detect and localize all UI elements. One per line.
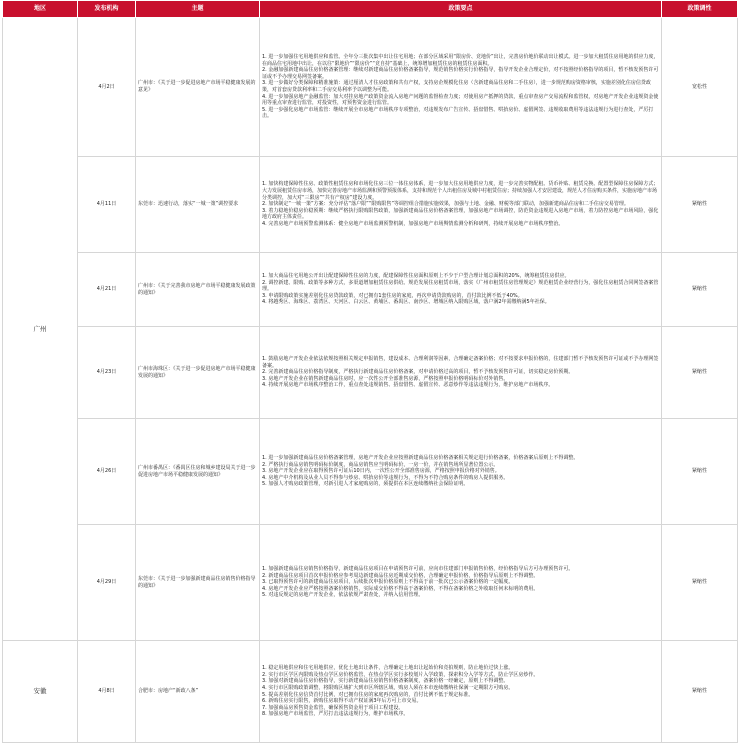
tone-cell: 紧缩性 (662, 157, 738, 253)
policy-point: 1. 稳定用地供应和住宅用地供应，优化土地出让条件，合理确定土地出让起始价和竞拍规则，防止地价过快上涨。 (262, 665, 514, 672)
policy-point: 1. 鼓励房地产开发企业依法依规按照相关规定申报销售，建设成本、合理利润等因素，合理确定备案价格；对不按要求申报价格的，住建部门暂不予核发预售许可证或不予办理网签备案。 (262, 356, 659, 369)
policy-point: 1. 加大商品住宅用地公开出让配建保障性住房的力度，配建保障性住房面积原则上不少于户型合理计划总面积的20%，统筹租赁住房供应。 (262, 273, 570, 280)
table-row (3, 641, 738, 743)
policy-point: 4. 实行市区限购政策调整，将限购区域扩大到市区所辖区域，购房人须在本市连续缴纳社保满一定期限方可购房。 (262, 684, 514, 691)
points-cell (260, 525, 662, 641)
policy-point: 3. 房地产开发企业应在取得预售许可证后10日内，一次性公开全部准售房源，严格按照申报价格对外销售。 (262, 468, 500, 475)
points-cell (260, 157, 662, 253)
policy-point: 2. 加快制定“一城一策”方案：充分评估“落户限”“限购限售”等调控组合措施实施效果，加强与土地、金融、财税等部门联动，加强新建商品住房和二手住房交易管理。 (262, 201, 629, 208)
policy-point: 7. 加强商品房预售资金监管，确保预售资金用于项目工程建设。 (262, 704, 404, 711)
header-topic: 主题 (136, 1, 260, 18)
policy-point: 4. 完善房地产市场预警监测体系：健全房地产市场监测预警机制，加强房地产市场舆情监测分析和研判，持续开展房地产市场秩序整治。 (262, 220, 564, 227)
region-cell: 安徽 (3, 641, 78, 743)
topic-cell: 广州市海珠区：《关于进一步促进房地产市场平稳健康发展的通知》 (136, 327, 260, 419)
tone-cell: 紧缩性 (662, 253, 738, 327)
policy-point: 3. 房地产开发企业在销售新建商品住房时，应一次性公开全部准售房源，严格按照申报价格明码标价对外销售。 (262, 375, 509, 382)
topic-text: 《关于进一步促进房地产市场平稳健康发展的通知》 (138, 365, 256, 379)
org-text: 广州市 (138, 80, 154, 87)
policy-point: 5. 进一步强化房地产市场监管：继续开展全市房地产市场秩序专项整治，对违规发布广告宣传、捂盘惜售、哄抬房价、虚假网签、违规收取费用等违法违规行为进行查处，严厉打击。 (262, 106, 654, 120)
policy-point: 5. 提高差别化住房信贷首付比例，对已拥有住房的家庭再次购房的，首付比例不低于规定标准。 (262, 691, 474, 698)
topic-cell: 广州市：《关于进一步促进房地产市场平稳健康发展的意见》 (136, 18, 260, 157)
date-cell: 4月23日 (78, 327, 136, 419)
tone-cell: 紧缩性 (662, 419, 738, 525)
topic-text: 《关于进一步促进房地产市场平稳健康发展的意见》 (138, 80, 256, 93)
topic-text: 《关于完善我市房地产市场平稳健康发展政策的通知》 (138, 282, 256, 296)
org-text: 广州市海珠区 (138, 365, 169, 372)
policy-point: 5. 加强人才购房政策管理，对新引进人才家庭购房的，须提供在本区连续缴纳社会保险证明。 (262, 481, 469, 488)
policy-point: 3. 已取得预售许可的新建商品住房项目，后续批次申报价格原则上不得高于前一批次已公示备案价格的一定幅度。 (262, 579, 514, 586)
date-cell: 4月29日 (78, 525, 136, 641)
header-region: 地区 (3, 1, 78, 18)
policy-point: 3. 加强对新建商品住房价格指导，实行新建商品住房销售价格备案制度，备案价格一经确定，原则上不得调整。 (262, 678, 509, 685)
org-text: 广州市番禺区 (138, 464, 169, 471)
policy-point: 4. 进一步加强房地产金融监管：加大对挂房地产政策资金流入房地产问题的监督检查力度；对使用房产抵押的贷款，重点审查房产交易流程和监管权，对房地产开发企业违规资金使用等重点审查进行监管，对投资性，对预售资金进行监管。 (262, 93, 659, 107)
date-cell: 4月21日 (78, 253, 136, 327)
policy-point: 1. 进一步加强新建商品住房价格备案管理，房地产开发企业应按照新建商品住房价格备案相关规定进行价格备案，价格备案后原则上不得调整。 (262, 455, 579, 462)
tone-cell: 宽松性 (662, 18, 738, 157)
policy-point: 1. 进一步加强住宅用地供应和监管。全年分三批次集中出让住宅用地；在部分区域采用“限房价、竞地价”出让，完善房价地价联动出让模式。进一步加大租赁住房用地的供应力度，在商品住宅用地中出让，在以往“限地价”“限房价”“竞自持”基础上，统筹增加租赁住房的租赁住房面积。 (262, 54, 659, 67)
table-row (3, 525, 738, 641)
tone-cell: 紧缩性 (662, 327, 738, 419)
topic-cell: 广州市番禺区：《番禺区住房和城乡建设局关于进一步促进房地产市场平稳健康发展的通知》 (136, 419, 260, 525)
org-text: 东莞市 (138, 575, 154, 582)
points-cell (260, 18, 662, 157)
tone-cell: 紧缩性 (662, 641, 738, 743)
topic-text: 《关于进一步加强新建商品住房销售价格指导的通知》 (138, 575, 256, 589)
policy-point: 2. 完善新建商品住房价格指导制度，严格执行新建商品住房价格备案，对申请价格过高的项目，暂不予核发预售许可证，切实稳定房价预期。 (262, 369, 574, 376)
policy-point: 1. 加快构建保障性住房、政策性租赁住房和市场化住房三位一体住房体系，进一步加大住房用地供应力度，进一步完善实物配租、货币补贴、租赁兑换、配置型保障住房保障方式；大力发展租赁住房市场，加快完善房地产市场监测和预警预报体系，支持和规范个人出租住房及城中村租赁住房；持续加强人才安居建设，规范人才住房购买条件，实施房地产市场分类调控，加大对“三限房”“共有产权房”建设力度。 (262, 181, 659, 201)
policy-point: 8. 加强房地产市场监管，严厉打击违法违规行为，维护市场秩序。 (262, 711, 409, 718)
policy-point: 5. 对违反规定的房地产开发企业，依法依规严肃查处，并纳入信用管理。 (262, 592, 424, 599)
header-tone: 政策调性 (662, 1, 738, 18)
region-cell: 广州 (3, 18, 78, 641)
topic-cell: 广州市：《关于完善我市房地产市场平稳健康发展政策的通知》 (136, 253, 260, 327)
points-cell (260, 419, 662, 525)
policy-point: 1. 加强新建商品住房销售价格指导，新建商品住房项目在申请预售许可前，应向市住建部门申报销售价格，经价格指导后方可办理预售许可。 (262, 566, 574, 573)
policy-point: 2. 新建商品住房项目首次申报价格应参考周边新建商品住房近期成交价格，合理确定申报价格，价格指导后原则上不得调整。 (262, 572, 539, 579)
points-cell (260, 327, 662, 419)
topic-cell (136, 641, 260, 743)
policy-point: 3. 进一步做好分类保障和精准施策：通过厘清人才住房政策和共有产权，支持房企规模化住房（含新建商品住房和二手住房），进一步规范购房资格审核，实施差别化住房信贷政策，对首套房贷款利率和二手房交易利率予以调整为可能。 (262, 80, 651, 93)
header-date: 发布机构 (78, 1, 136, 18)
policy-point: 2. 调控新建、限购、政策等多种方式，多渠道增加租赁住房供给。规范发展住房租赁市场，落实《广州市租赁住房管理规定》规范租赁企业经营行为，强化住房租赁合同网签备案管理。 (262, 279, 659, 293)
policy-point: 4. 持续开展房地产市场秩序整治工作，重点查处违规销售、捂盘惜售、虚假宣传、恶意炒作等违法违规行为，维护房地产市场秩序。 (262, 382, 554, 389)
tone-cell: 紧缩性 (662, 525, 738, 641)
policy-point: 4. 将越秀区、海珠区、荔湾区、天河区、白云区、黄埔区、番禺区、南沙区、增城区纳入限购区域，落户满2年需缴纳满5年社保。 (262, 299, 550, 306)
policy-point: 2. 金融加强新建商品住房价格备案管理：继续对新建商品住房价格备案指导，规范销售价格实行价格指导，指导开发企业合理定价，对不按照经价格指导的项目，暂不核发预售许可证或不予办理交易网签备案。 (262, 67, 659, 80)
policy-point: 3. 申请限购政策实施差别化住房贷款政策，对已拥有1套住房的家庭，再次申请贷款购房的，首付款比例不低于40%。 (262, 292, 523, 299)
topic-cell (136, 157, 260, 253)
date-cell: 4月8日 (78, 641, 136, 743)
table-row (3, 253, 738, 327)
table-row (3, 157, 738, 253)
policy-point: 4. 房地产开发企业应严格按照备案价格销售，实际成交价格不得高于备案价格，不得在备案价格之外收取任何未标明的费用。 (262, 585, 539, 592)
points-cell (260, 253, 662, 327)
date-cell: 4月11日 (78, 157, 136, 253)
org-text: 合肥市：房地产“新政八条” (138, 688, 199, 695)
points-cell (260, 641, 662, 743)
topic-cell: 东莞市：《关于进一步加强新建商品住房销售价格指导的通知》 (136, 525, 260, 641)
policy-point: 6. 新购住房实行限售，新购住房取得不动产权证满3年后方可上市交易。 (262, 698, 422, 705)
org-text: 广州市 (138, 282, 154, 289)
org-text: 东莞市：迅速行动，落实“一城一策”调控要求 (138, 201, 239, 208)
policy-point: 3. 着力稳地价稳房价稳预期：继续严格执行限购限售政策，加强新建商品住房价格备案管理，加强房地产市场调控，防范资金违规进入房地产市场，着力防控房地产市场风险，强化地方政府主体责任。 (262, 207, 659, 221)
policy-point: 4. 房地产中介机构及从业人员不得参与炒房、哄抬房价等违规行为，不得为不符合购房条件的购房人提供服务。 (262, 474, 509, 481)
table-row (3, 419, 738, 525)
table-row (3, 18, 738, 157)
header-row (3, 1, 738, 18)
policy-point: 2. 严格执行商品房销售明码标价制度，商品房销售应当明码标价，一房一价，并在销售场所显著位置公示。 (262, 461, 499, 468)
table-row (3, 327, 738, 419)
date-cell: 4月2日 (78, 18, 136, 157)
policy-point: 2. 实行市区学区内限购及热点学区房价格监管，在热点学区实行多校划片入学政策，探索积分入学等方式，防止学区房炒作。 (262, 671, 539, 678)
topic-text: 《番禺区住房和城乡建设局关于进一步促进房地产市场平稳健康发展的通知》 (138, 464, 256, 478)
date-cell: 4月26日 (78, 419, 136, 525)
policy-table (2, 0, 738, 743)
header-points: 政策要点 (260, 1, 662, 18)
